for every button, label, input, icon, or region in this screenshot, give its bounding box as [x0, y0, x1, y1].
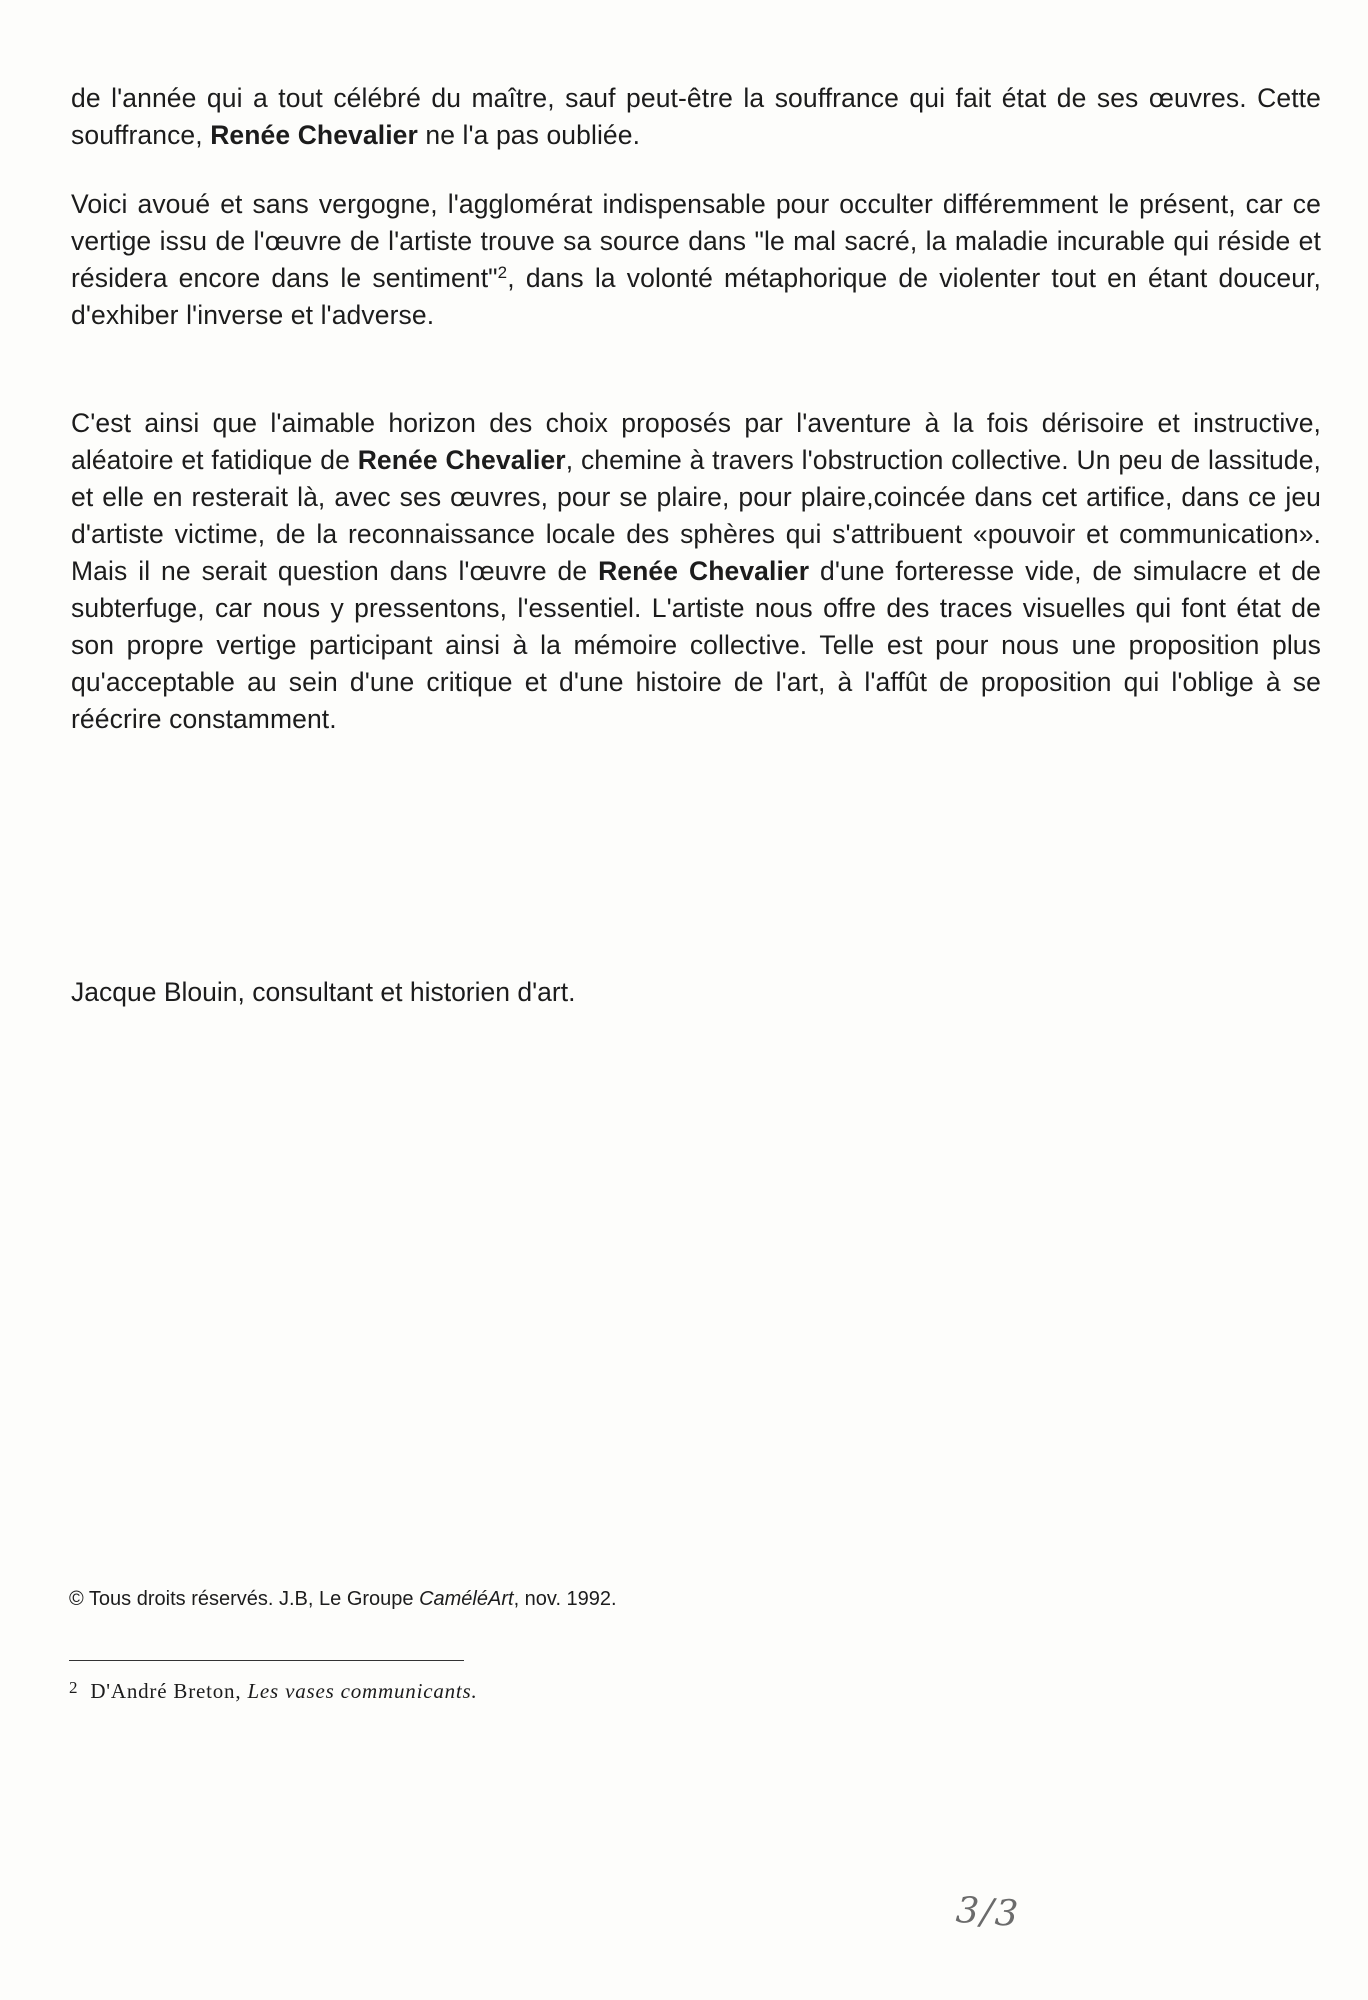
- paragraph-text: d'une forteresse vide, de simulacre et de subterfuge, car nous y pressentons, l'essentiel. L'artiste nous offre des traces visuelles qui font état de son propre vertige participant ainsi à la mémoire collective. Telle est pour nous une proposition plus qu'acceptable au sein d'une critique et d'une histoire de l'art, à l'affût de proposition qui l'oblige à se réécrire constamment.: [71, 556, 1321, 734]
- copyright-notice: [69, 1585, 617, 1613]
- footnote-reference: 2: [497, 263, 508, 282]
- copyright-suffix: , nov. 1992.: [513, 1588, 617, 1610]
- paragraph-text: , dans la volonté métaphorique de violenter tout en étant douceur, d'exhiber l'inverse et l'adverse.: [71, 263, 1321, 330]
- paragraph-text: C'est ainsi que l'aimable horizon des choix proposés par l'aventure à la fois dérisoire et instructive, aléatoire et fatidique de: [71, 408, 1321, 475]
- paragraph-text: de l'année qui a tout célébré du maître, sauf peut-être la souffrance qui fait état de ses œuvres. Cette souffrance,: [71, 83, 1321, 150]
- footnote-title: Les vases communicants.: [247, 1679, 478, 1703]
- artist-name: Renée Chevalier: [598, 556, 810, 586]
- author-signature: Jacque Blouin, consultant et historien d'art.: [71, 977, 576, 1007]
- handwritten-page-number: 3/3: [954, 1889, 1022, 1936]
- footnote: [69, 1673, 478, 1706]
- paragraph-text: ne l'a pas oubliée.: [417, 120, 641, 150]
- artist-name: Renée Chevalier: [210, 120, 418, 150]
- paragraph-text: , chemine à travers l'obstruction collective. Un peu de lassitude, et elle en resterait là, avec ses œuvres, pour se plaire, pour plaire,coincée dans cet artifice, dans ce jeu d'artiste victime, de la reconnaissance locale des sphères qui s'attribuent «pouvoir et communication». Mais il ne serait question dans l'œuvre de: [71, 445, 1321, 586]
- copyright-brand: CaméléArt: [419, 1588, 514, 1610]
- footnote-divider: [69, 1660, 464, 1661]
- footnote-number: 2: [69, 1678, 79, 1697]
- body-paragraph-1: [71, 80, 1321, 154]
- body-paragraph-2: [71, 186, 1321, 334]
- copyright-prefix: © Tous droits réservés. J.B, Le Groupe: [69, 1588, 420, 1610]
- body-paragraph-3: [71, 405, 1321, 738]
- artist-name: Renée Chevalier: [357, 445, 566, 475]
- footnote-text: D'André Breton,: [90, 1679, 248, 1703]
- paragraph-text: Voici avoué et sans vergogne, l'agglomérat indispensable pour occulter différemment le présent, car ce vertige issu de l'œuvre de l'artiste trouve sa source dans "le mal sacré, la maladie incurable qui réside et résidera encore dans le sentiment": [71, 189, 1321, 293]
